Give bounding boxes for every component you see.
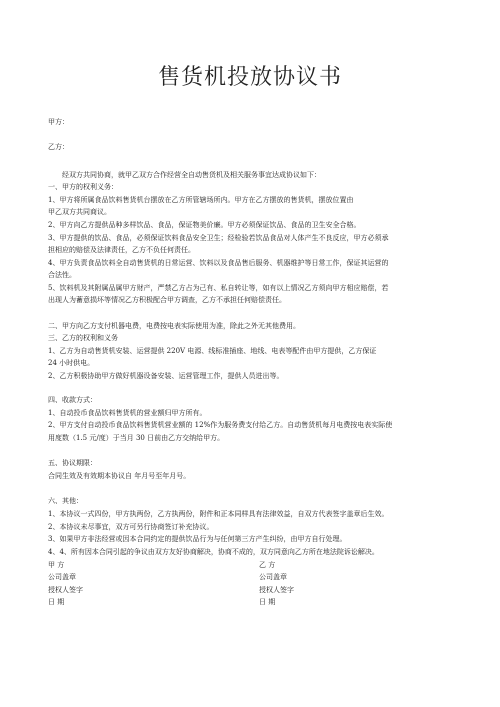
party-a-rep-label: 授权人签字: [48, 586, 83, 594]
section-1-clause-3-cont: 担相应的赔偿及法律责任，乙方不负任何责任。: [48, 246, 195, 254]
section-1-clause-1: 1、甲方将所属食品饮料售货机台摆放在乙方所管辖场所内。甲方在乙方摆放的售货机，摆放位置由: [48, 196, 354, 204]
document-title: 售货机投放协议书: [157, 65, 342, 90]
section-1-clause-1-cont: 甲乙双方共同商议。: [48, 208, 111, 216]
section-4-heading: 四、收款方式：: [48, 396, 97, 404]
party-a-label: 甲方：: [48, 118, 69, 126]
party-b-rep-label: 授权人签字: [259, 586, 294, 594]
section-6-clause-2: 2、本协议未尽事宜，双方可另行协商签订补充协议。: [48, 523, 214, 531]
party-a-signature-label: 甲 方: [48, 561, 65, 569]
section-6-heading: 六、其他：: [48, 497, 83, 505]
party-a-date-label: 日 期: [48, 598, 65, 606]
party-b-date-label: 日 期: [259, 598, 276, 606]
intro-paragraph: 经双方共同协商，就甲乙双方合作经营全自动售货机及相关服务事宜达成协议如下：: [62, 171, 321, 179]
section-1-clause-4-cont: 合法性。: [48, 271, 76, 279]
party-b-seal-label: 公司盖章: [259, 573, 287, 581]
section-3-heading: 三、乙方的权利和义务: [48, 334, 118, 342]
section-2-heading: 二、甲方向乙方支付机器电费，电费按电表实际使用为准，除此之外无其他费用。: [48, 322, 300, 330]
section-5-heading: 五、协议期限：: [48, 459, 97, 467]
section-1-clause-3: 3、甲方提供的饮品、食品，必须保证饮料食品安全卫生；经检验若饮品食品对人体产生不良反应，甲方必须承: [48, 234, 389, 242]
section-1-clause-2: 2、甲方向乙方提供品种多样饮品、食品，保证物美价廉。甲方必须保证饮品、食品的卫生安全合格。: [48, 221, 361, 229]
section-6-clause-3: 3、如果甲方非法经营或因本合同约定的提供饮品行为与任何第三方产生纠纷，由甲方自行处理。: [48, 535, 347, 543]
section-3-clause-2: 2、乙方积极协助甲方做好机器设备安装、运营管理工作，提供人员进出等。: [48, 372, 284, 380]
section-4-clause-2-cont: 用度数（1.5 元/度）于当月 30 日前由乙方交纳给甲方。: [48, 434, 225, 442]
party-b-signature-label: 乙 方: [259, 561, 276, 569]
section-1-clause-5-cont: 出现人为蓄意损坏等情况乙方积极配合甲方调查，乙方不承担任何赔偿责任。: [48, 296, 286, 304]
section-1-clause-5: 5、饮料机及其附属品属甲方财产，严禁乙方占为己有、私自转让等，如有以上情况乙方须向甲方相应赔偿，若: [48, 284, 389, 292]
section-1-clause-4: 4、甲方负责食品饮料全自动售货机的日常运营、饮料以及食品售后服务、机器维护等日常工作，保证其运营的: [48, 259, 389, 267]
section-3-clause-1-cont: 24 小时供电。: [48, 359, 95, 367]
section-5-term: 合同生效及有效期本协议自 年月号至年月号。: [48, 472, 191, 480]
section-4-clause-1: 1、自动投币食品饮料售货机的营业额归甲方所有。: [48, 409, 207, 417]
section-4-clause-2: 2、甲方支付自动投币食品饮料售货机营业额的 12%作为服务费支付给乙方。自动售货机每月电费按电表实际使: [48, 421, 393, 429]
section-1-heading: 一、甲方的权利义务：: [48, 183, 118, 191]
party-a-seal-label: 公司盖章: [48, 573, 76, 581]
section-6-clause-1: 1、本协议一式四份，甲方执两份，乙方执两份，附件和正本同样具有法律效益，自双方代表签字盖章后生效。: [48, 510, 389, 518]
section-6-clause-4: 4、4、所有因本合同引起的争议由双方友好协商解决，协商不成的，双方同意向乙方所在地法院诉讼解决。: [48, 548, 379, 556]
section-3-clause-1: 1、乙方为自动售货机安装、运营提供 220V 电源、线标准插座、地线、电表等配件由甲方提供，乙方保证: [48, 347, 377, 355]
party-b-label: 乙方：: [48, 143, 69, 151]
